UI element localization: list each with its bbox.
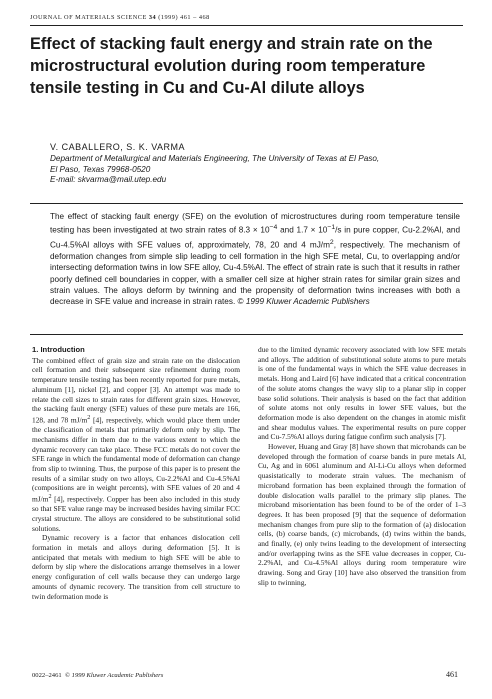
journal-header <box>30 14 210 21</box>
journal-name: JOURNAL OF MATERIALS SCIENCE <box>30 14 147 21</box>
journal-volume: 34 <box>148 14 157 21</box>
abstract-bottom-rule <box>30 334 463 335</box>
affiliation-email: E-mail: skvarma@mail.utep.edu <box>50 175 167 185</box>
intro-paragraph-3: due to the limited dynamic recovery associated with low SFE metals and alloys. The addition of substitutional solute atoms to pure metals is one of the fundamental ways in which the SFE value decreases in metals. Hong and Laird [6] have indicated that a critical concentration of the solute atoms changes the wavy slip to a planar slip in copper base solid solutions. Their analysis is based on the fact that addition of solute atoms not only results in lower SFE values, but the deformation mode is also dependent on the changes in atomic misfit and shear modulus values. The experimental results on pure copper and Cu-7.5%Al alloys during fatigue confirm such analysis [7]. <box>258 345 466 442</box>
abstract-copyright: 1999 Kluwer Academic Publishers <box>245 297 370 307</box>
affiliation-line-1: Department of Metallurgical and Materials Engineering, The University of Texas at El Paso, <box>50 154 380 163</box>
journal-year-pages: (1999) 461 – 468 <box>158 14 210 21</box>
paper-title: Effect of stacking fault energy and strain rate on the microstructural evolution during room temperature tensile testing in Cu and Cu-Al dilute alloys <box>30 35 433 97</box>
paper-authors: V. CABALLERO, S. K. VARMA <box>50 142 186 152</box>
intro-paragraph-4: However, Huang and Gray [8] have shown that microbands can be developed through the formation of coarse bands in pure metals Al, Cu, Ag and in 6061 aluminum and Al-Li-Cu alloys when deformed quasistatically to moderate strain values. The mechanism of microband formation has been explained through the formation of double dislocation walls parallel to the primary slip planes. The microband misorientation has been found to be of the order of 1–3 degrees. It has been proposed [9] that the sequence of deformation mechanism changes from pure slip to the formation of (a) dislocation cells, (b) coarse bands, (c) microbands, (d) twins within the bands, and finally, (e) only twins leading to the development of intersecting and/or overlapping twins as the SFE value decreases in copper, Cu-2.2%Al, and Cu-4.5%Al alloys during room temperature wire drawing. Song and Gray [10] have also observed the transition from slip to twinning, <box>258 442 466 587</box>
abstract: The effect of stacking fault energy (SFE) on the evolution of microstructures during room temperature tensile testing has been investigated at two strain rates of $8.3 \times 10^{-4}$ and $1.7 \times 10^{-1}/s$ in pure copper, Cu-2.2%Al, and Cu-4.5%Al alloys with SFE values of, approximately, 78, 20 and 4 $mJ/m^2$, respectively. The mechanism of deformation changes from simple slip leading to cell formation in the high SFE metal, Cu, to overlapping and/or intersecting deformation twins in low SFE alloy, Cu-4.5%Al. The effect of strain rate is such that it results in rather poorly defined cell boundaries in copper, with a smaller cell size at higher strain rates for similar grain sizes and strain values. The alloys deform by twinning and the propensity of deformation twins increases with both a decrease in SFE value and increase in strain rates. © 1999 Kluwer Academic Publishers <box>50 212 460 307</box>
abstract-top-rule <box>30 203 463 204</box>
author-affiliation <box>50 154 470 186</box>
footer-publisher: 1999 Kluwer Academic Publishers <box>71 672 164 679</box>
footer-issn: 0022–2461 © 1999 Kluwer Academic Publishers <box>32 672 164 679</box>
column-right <box>258 345 466 588</box>
section-heading: 1. Introduction <box>32 345 85 354</box>
page-number: 461 <box>446 670 458 679</box>
affiliation-line-2: El Paso, Texas 79968-0520 <box>50 164 151 174</box>
intro-paragraph-2: Dynamic recovery is a factor that enhances dislocation cell formation in metals and alloys during deformation [5]. It is anticipated that metals with medium to high SFE will be able to deform by slip where the dislocations arrange themselves in a lower energy configuration of cell walls because they can undergo large amounts of dynamic recovery. The transition from cell structure to twin deformation mode is <box>32 533 240 601</box>
column-left <box>32 345 240 601</box>
intro-paragraph-1: The combined effect of grain size and strain rate on the dislocation cell formation and their subsequent size refinement during room temperature tensile testing has been recently reported for pure metals, aluminum [1], nickel [2], and copper [3]. An attempt was made to relate the cell sizes to strain rates for different grain sizes. However, the stacking fault energy (SFE) values of these pure metals are 166, 128, and 78 $mJ/m^2$ [4], respectively, which would place them under the classification of metals that primarily deform only by slip. The mechanisms differ in them due to the various extent to which the dynamic recovery can take place. These FCC metals do not cover the SFE range in which the fundamental mode of deformation can change from slip to twinning. Thus, the purpose of this paper is to present the results of a similar study on two alloys, Cu-2.2%Al and Cu-4.5%Al (compositions are in weight percents), with SFE values of 20 and 4 $mJ/m^2$ [4], respectively. Copper has been also included in this study so that SFE value range may be increased besides having similar FCC crystal structure. The alloys are considered to be substitutional solid solutions. <box>32 355 240 533</box>
header-rule <box>30 25 463 26</box>
